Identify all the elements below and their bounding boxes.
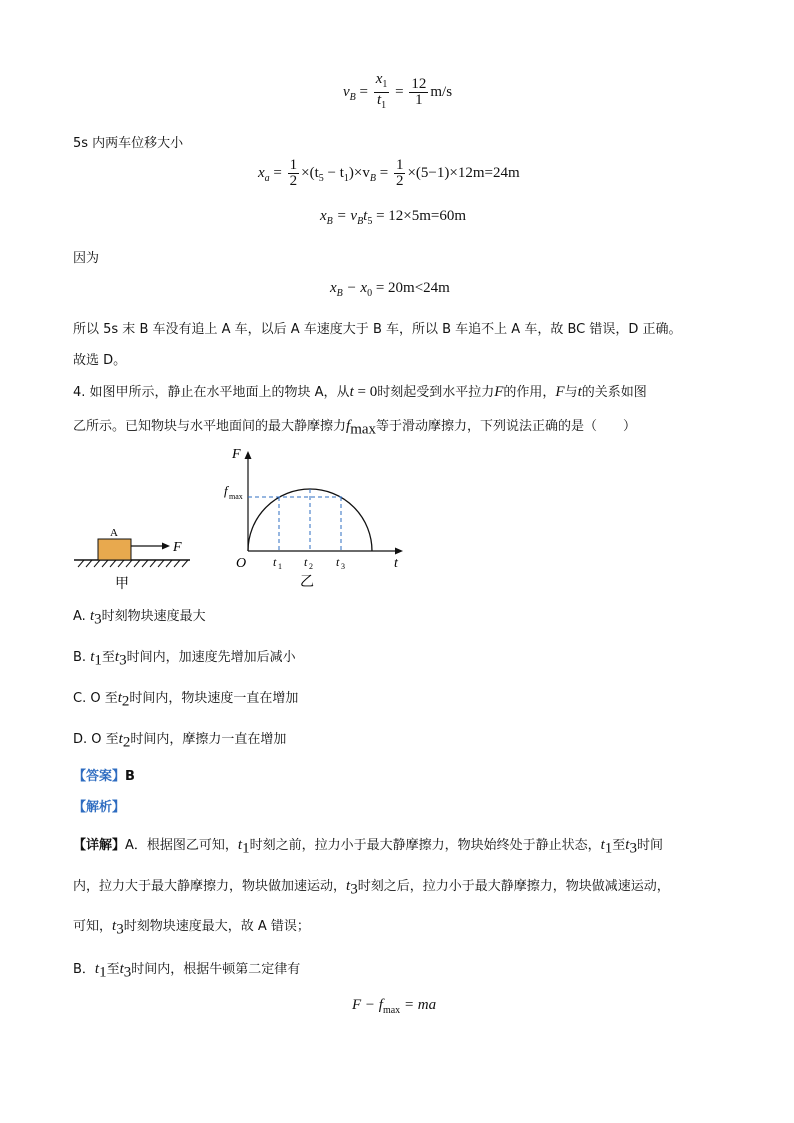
- frac-den: t: [377, 92, 382, 108]
- fmax-label: f: [224, 483, 228, 498]
- option-c-text: 时间内，物块速度一直在增加: [129, 691, 299, 706]
- option-d-t: t: [118, 731, 123, 747]
- q-part3: 的作用，: [503, 385, 556, 400]
- text-conclusion: 所以 5s 末 B 车没有追上 A 车，以后 A 车速度大于 B 车，所以 B 车追不上 A 车，故 BC 错误，D 正确。: [73, 322, 682, 337]
- answer-value: B: [125, 769, 135, 784]
- q-part5: 的关系如图: [581, 385, 647, 400]
- xa-mid2: − t: [323, 164, 344, 181]
- half-den-2: 2: [395, 173, 404, 189]
- xa-sub1: 1: [343, 172, 349, 184]
- option-c-t: t: [117, 690, 122, 706]
- option-a[interactable]: [73, 605, 206, 629]
- equation-compare: [330, 280, 450, 299]
- frac2-num: 12: [411, 76, 427, 92]
- newton-sub: max: [382, 1005, 401, 1016]
- detail-label: 【详解】: [73, 838, 126, 853]
- q-eq: = 0: [353, 384, 378, 400]
- option-d-text: 时间内，摩擦力一直在增加: [130, 732, 287, 747]
- option-c-sub: 2: [121, 693, 130, 710]
- half-num: 1: [289, 157, 298, 173]
- t3-label: t: [336, 555, 340, 569]
- fraction-half-2: [394, 158, 406, 189]
- q2-part2: 等于滑动摩擦力，下列说法正确的是（ ）: [376, 419, 637, 434]
- frac-num: x: [375, 71, 383, 87]
- eq-sub: B: [349, 91, 356, 103]
- option-a-t: t: [89, 608, 95, 624]
- d4-s2: 3: [123, 964, 132, 981]
- option-a-sub: 3: [94, 611, 102, 628]
- frac-den-sub: 1: [381, 100, 387, 111]
- detail-line-2: [73, 875, 670, 899]
- xa-eq2: =: [379, 164, 389, 181]
- d4-c: 时间内，根据牛顿第二定律有: [131, 962, 301, 977]
- origin-label: O: [236, 556, 247, 571]
- detail-line-4: [73, 958, 300, 982]
- equation-xb: [320, 208, 466, 227]
- option-b[interactable]: [73, 646, 296, 670]
- xa-sub: a: [264, 172, 270, 184]
- analysis-label: 【解析】: [73, 800, 126, 815]
- xb-result: = 12×5m=60m: [372, 208, 467, 224]
- question-line-1: [73, 381, 647, 401]
- cmp-sub0: 0: [367, 288, 373, 299]
- xa-mid3: )×v: [348, 164, 370, 181]
- xb-v: = v: [332, 208, 358, 224]
- option-d-sub: 2: [122, 734, 131, 751]
- d1-t1: t: [237, 837, 243, 853]
- d3-a: 可知，: [73, 919, 113, 934]
- q-F: F: [494, 384, 504, 400]
- option-b-prefix: B.: [73, 650, 87, 665]
- option-b-t2: t: [114, 649, 120, 665]
- q-part2: 时刻起受到水平拉力: [377, 385, 495, 400]
- xa-subB: B: [369, 172, 376, 184]
- option-a-prefix: A.: [73, 609, 86, 624]
- t2-sub: 2: [309, 562, 313, 571]
- q-part4: 与: [564, 385, 578, 400]
- force-arrowhead: [162, 543, 170, 550]
- figure-jia: [74, 527, 190, 592]
- xa-result: ×(5−1)×12m=24m: [407, 164, 520, 181]
- xa-eq: =: [273, 164, 282, 181]
- cmp-x: x: [330, 280, 337, 296]
- y-axis-label: F: [232, 447, 241, 462]
- d1-s2: 1: [604, 840, 613, 857]
- q2-part: 乙所示。已知物块与水平地面间的最大静摩擦力: [73, 419, 347, 434]
- d3-b: 时刻物块速度最大，故 A 错误；: [123, 919, 310, 934]
- fmax-sub: max: [229, 492, 243, 501]
- q-F2: F: [555, 384, 565, 400]
- d3-t: t: [112, 918, 117, 934]
- xb-t: t: [363, 208, 368, 224]
- d4-s1: 1: [99, 964, 107, 981]
- xb-vsub: B: [357, 216, 364, 227]
- eq-equals-2: =: [395, 83, 404, 100]
- question-line-2: [73, 415, 636, 439]
- option-a-text: 时刻物块速度最大: [101, 609, 206, 624]
- q-t2: t: [577, 384, 582, 400]
- detail-line-1: [73, 834, 663, 858]
- cmp-minus: − x: [342, 280, 368, 296]
- xb-var: x: [320, 208, 327, 224]
- option-b-t: t: [90, 649, 95, 665]
- newton-f: − f: [361, 997, 383, 1013]
- frac2-den: 1: [415, 92, 423, 108]
- d1-t3: t: [625, 837, 630, 853]
- equation-newton: [352, 997, 436, 1016]
- q-part: 4. 如图甲所示，静止在水平地面上的物块 A，从: [73, 385, 350, 400]
- d1-s3: 3: [629, 840, 637, 857]
- d4-b: 至: [106, 962, 120, 977]
- cmp-rest: = 20m<24m: [372, 280, 450, 296]
- option-d[interactable]: [73, 728, 286, 752]
- d4-t2: t: [119, 961, 124, 977]
- fraction-half: [288, 158, 300, 189]
- d1-c: 至: [612, 838, 626, 853]
- half-den: 2: [289, 173, 298, 189]
- text-5s-displacement: 5s 内两车位移大小: [73, 136, 184, 151]
- ground-hatching: [78, 560, 188, 567]
- t3-sub: 3: [341, 562, 345, 571]
- text-choose: 故选 D。: [73, 353, 127, 368]
- d1-s1: 1: [242, 840, 250, 857]
- d2-t: t: [346, 878, 351, 894]
- figure-block-and-graph: [60, 440, 420, 600]
- t1-label: t: [273, 555, 277, 569]
- xb-tsub: 5: [367, 216, 373, 227]
- d2-s: 3: [350, 881, 358, 898]
- caption-jia: 甲: [115, 577, 129, 592]
- option-b-text: 时间内，加速度先增加后减小: [126, 650, 296, 665]
- option-b-mid: 至: [101, 650, 115, 665]
- d3-s: 3: [116, 921, 124, 938]
- xb-sub: B: [326, 216, 333, 227]
- d4-a: B．: [73, 962, 95, 977]
- t2-label: t: [304, 555, 308, 569]
- equation-xa: [258, 158, 520, 189]
- option-d-prefix: D. O 至: [73, 732, 119, 747]
- answer-label: 【答案】: [73, 769, 126, 784]
- d1-d: 时间: [636, 838, 663, 853]
- text-because: 因为: [73, 251, 100, 266]
- xa-mid: ×(t: [301, 164, 319, 181]
- x-axis-arrow: [395, 548, 403, 555]
- answer-line: [73, 765, 135, 784]
- analysis-line: [73, 796, 125, 815]
- fraction-x1-t1: [374, 72, 390, 113]
- q-t: t: [349, 384, 354, 400]
- xa-var: x: [258, 164, 265, 181]
- d1-b: 时刻之前，拉力小于最大静摩擦力，物块始终处于静止状态，: [249, 838, 601, 853]
- fraction-12-1: [409, 77, 428, 108]
- dashed-guides: [248, 489, 342, 551]
- option-b-sub: 1: [94, 652, 102, 669]
- figure-yi: [224, 447, 403, 590]
- d1-a: A．根据图乙可知，: [125, 838, 238, 853]
- eq-unit: m/s: [430, 83, 453, 100]
- newton-rest: = ma: [400, 997, 437, 1013]
- block-a: [98, 539, 131, 560]
- newton-F: F: [352, 997, 362, 1013]
- option-c[interactable]: [73, 687, 298, 711]
- x-axis-label: t: [394, 556, 398, 571]
- d1-t2: t: [600, 837, 605, 853]
- frac-num-sub: 1: [382, 79, 388, 90]
- t1-sub: 1: [278, 562, 282, 571]
- xa-sub5: 5: [318, 172, 324, 184]
- eq-var: v: [343, 83, 350, 100]
- detail-line-3: [73, 915, 310, 939]
- cmp-subB: B: [336, 288, 343, 299]
- d2-a: 内，拉力大于最大静摩擦力，物块做加速运动，: [73, 879, 347, 894]
- block-label: A: [110, 527, 118, 539]
- half-num-2: 1: [395, 157, 404, 173]
- q2-fsub: max: [350, 421, 377, 438]
- d2-b: 时刻之后，拉力小于最大静摩擦力，物块做减速运动，: [357, 879, 670, 894]
- caption-yi: 乙: [300, 575, 314, 590]
- q2-f: f: [346, 418, 351, 434]
- force-label: F: [173, 540, 182, 555]
- d4-t1: t: [94, 961, 100, 977]
- option-c-prefix: C. O 至: [73, 691, 118, 706]
- option-b-sub2: 3: [119, 652, 127, 669]
- eq-equals: =: [359, 83, 368, 100]
- y-axis-arrow: [245, 451, 252, 459]
- equation-vb: [343, 72, 452, 113]
